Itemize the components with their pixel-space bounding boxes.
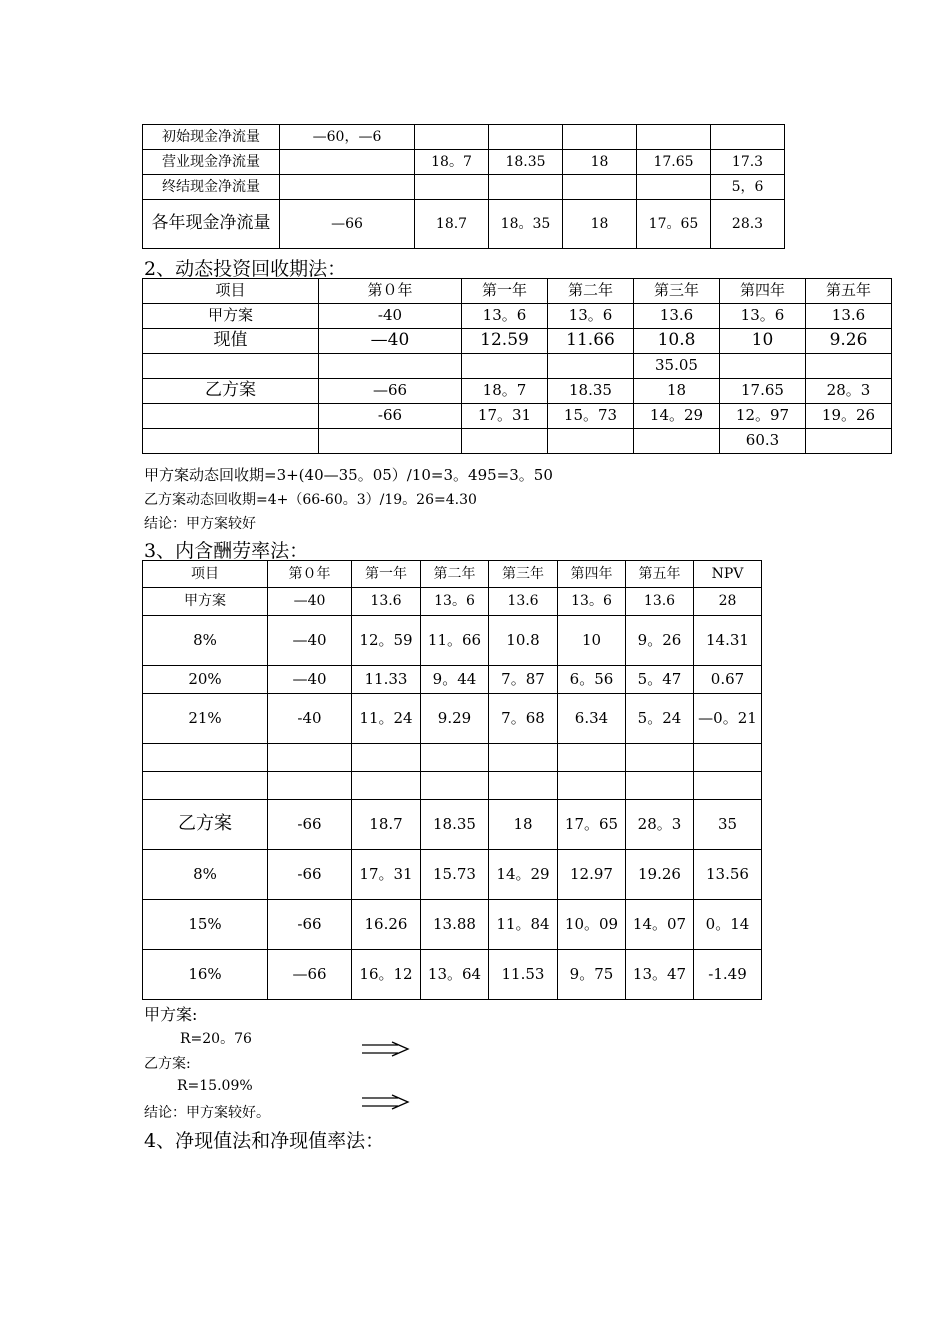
section-heading-npv: 4、净现值法和净现值率法： (144, 1130, 385, 1152)
table-row (143, 616, 762, 666)
column-header: 项目 (143, 279, 319, 304)
column-header: 第一年 (352, 561, 421, 588)
table-cell: 9。26 (626, 616, 694, 666)
table-cell: 11.33 (352, 666, 421, 694)
column-header: 项目 (143, 561, 268, 588)
section-heading-irr: 3、内含酬劳率法： (144, 540, 309, 562)
cash-flow-table (142, 124, 785, 249)
conclusion-text: 结论：甲方案较好。 (144, 1105, 270, 1121)
table-cell: 现值 (143, 329, 319, 354)
column-header: 第二年 (421, 561, 489, 588)
table-cell (462, 354, 548, 379)
table-cell: 甲方案 (143, 588, 268, 616)
table-cell: 13。47 (626, 950, 694, 1000)
table-cell (421, 744, 489, 772)
table-cell: 17.65 (720, 379, 806, 404)
table-row (143, 772, 762, 800)
table-cell: -66 (268, 850, 352, 900)
table-cell (143, 354, 319, 379)
table-row (143, 950, 762, 1000)
plan-a-payback-formula: 甲方案动态回收期=3+(40—35。05）/10=3。495=3。50 (144, 466, 553, 484)
table-cell: —66 (319, 379, 462, 404)
table-cell: 14。07 (626, 900, 694, 950)
table-row (143, 588, 762, 616)
table-cell: 35 (694, 800, 762, 850)
table-cell: 13。6 (421, 588, 489, 616)
table-cell: 16.26 (352, 900, 421, 950)
table-cell (563, 175, 637, 200)
table-cell: —40 (268, 666, 352, 694)
table-cell: -1.49 (694, 950, 762, 1000)
table-cell: —0。21 (694, 694, 762, 744)
table-cell (143, 404, 319, 429)
table-cell (563, 125, 637, 150)
table-cell: 16% (143, 950, 268, 1000)
table-cell: 18。7 (415, 150, 489, 175)
table-cell: 18。7 (462, 379, 548, 404)
table-cell: 5，6 (711, 175, 785, 200)
table-cell: —60，—6 (280, 125, 415, 150)
table-cell: 7。87 (489, 666, 558, 694)
table-row (143, 800, 762, 850)
column-header: 第二年 (548, 279, 634, 304)
column-header: 第五年 (626, 561, 694, 588)
table-cell: 13.6 (634, 304, 720, 329)
table-cell (268, 772, 352, 800)
table-cell: 0.67 (694, 666, 762, 694)
table-row (143, 354, 892, 379)
table-cell: 28。3 (806, 379, 892, 404)
table-cell (143, 772, 268, 800)
table-cell: -66 (268, 900, 352, 950)
table-cell: —40 (268, 588, 352, 616)
table-cell: 60.3 (720, 429, 806, 454)
table-cell: 12。97 (720, 404, 806, 429)
table-cell: 9。75 (558, 950, 626, 1000)
table-cell (711, 125, 785, 150)
table-cell: —40 (268, 616, 352, 666)
table-cell (806, 354, 892, 379)
section-heading-dynamic-payback: 2、动态投资回收期法： (144, 258, 347, 280)
table-cell: 13。64 (421, 950, 489, 1000)
table-cell: 6.34 (558, 694, 626, 744)
conclusion-text: 结论：甲方案较好 (144, 516, 256, 532)
table-cell: 35.05 (634, 354, 720, 379)
table-cell (489, 125, 563, 150)
table-row (143, 125, 785, 150)
table-cell: -66 (268, 800, 352, 850)
table-cell (806, 429, 892, 454)
table-cell: 5。47 (626, 666, 694, 694)
table-cell: 9。44 (421, 666, 489, 694)
table-cell: 19.26 (626, 850, 694, 900)
table-cell (558, 772, 626, 800)
table-cell: 18 (563, 200, 637, 249)
table-cell: 13.6 (626, 588, 694, 616)
table-cell: 0。14 (694, 900, 762, 950)
table-cell: 11.66 (548, 329, 634, 354)
table-cell: 14。29 (489, 850, 558, 900)
double-arrow-icon (362, 1041, 410, 1057)
table-cell: 10.8 (489, 616, 558, 666)
table-cell (280, 175, 415, 200)
table-cell: -66 (319, 404, 462, 429)
table-cell: -40 (319, 304, 462, 329)
table-cell (143, 429, 319, 454)
table-cell: 17。65 (558, 800, 626, 850)
table-cell: 13。6 (548, 304, 634, 329)
table-cell (558, 744, 626, 772)
table-row (143, 744, 762, 772)
table-cell: 12。59 (352, 616, 421, 666)
table-cell: 11.53 (489, 950, 558, 1000)
table-row (143, 150, 785, 175)
table-cell: 16。12 (352, 950, 421, 1000)
table-cell: 10。09 (558, 900, 626, 950)
table-cell: 13。6 (462, 304, 548, 329)
table-cell: 21% (143, 694, 268, 744)
table-cell (415, 175, 489, 200)
table-cell (489, 175, 563, 200)
table-cell (694, 772, 762, 800)
table-cell: 13.6 (489, 588, 558, 616)
table-cell (280, 150, 415, 175)
table-cell: 13.6 (806, 304, 892, 329)
table-cell (268, 744, 352, 772)
table-cell: 18 (563, 150, 637, 175)
table-cell: 17。65 (637, 200, 711, 249)
table-cell: 11。84 (489, 900, 558, 950)
table-cell: —40 (319, 329, 462, 354)
table-cell: 14.31 (694, 616, 762, 666)
column-header: NPV (694, 561, 762, 588)
table-cell: 营业现金净流量 (143, 150, 280, 175)
table-cell: 14。29 (634, 404, 720, 429)
column-header: 第０年 (319, 279, 462, 304)
table-row (143, 175, 785, 200)
table-cell (319, 429, 462, 454)
table-row (143, 379, 892, 404)
table-cell: —66 (268, 950, 352, 1000)
table-cell: 8% (143, 616, 268, 666)
double-arrow-icon (362, 1094, 410, 1110)
table-cell: 10 (720, 329, 806, 354)
column-header: 第一年 (462, 279, 548, 304)
table-cell: 17.65 (637, 150, 711, 175)
table-row (143, 304, 892, 329)
table-row (143, 329, 892, 354)
table-row (143, 694, 762, 744)
table-cell: 9.29 (421, 694, 489, 744)
table-cell: 18.35 (421, 800, 489, 850)
table-cell: 甲方案 (143, 304, 319, 329)
table-cell: 11。66 (421, 616, 489, 666)
table-cell: 15。73 (548, 404, 634, 429)
table-cell: 15% (143, 900, 268, 950)
plan-b-payback-formula: 乙方案动态回收期=4+（66-60。3）/19。26=4.30 (144, 492, 477, 508)
table-cell: 28 (694, 588, 762, 616)
plan-b-irr: R=15.09% (177, 1078, 253, 1094)
table-cell: 7。68 (489, 694, 558, 744)
table-cell: 9.26 (806, 329, 892, 354)
table-row (143, 429, 892, 454)
table-row (143, 666, 762, 694)
column-header: 第三年 (489, 561, 558, 588)
table-cell: 18。35 (489, 200, 563, 249)
plan-b-label: 乙方案: (144, 1056, 191, 1072)
table-cell: 10 (558, 616, 626, 666)
table-cell: 18.7 (352, 800, 421, 850)
table-cell (548, 354, 634, 379)
table-cell (352, 772, 421, 800)
column-header: 第五年 (806, 279, 892, 304)
table-cell (462, 429, 548, 454)
dynamic-payback-table (142, 278, 892, 454)
table-header-row (143, 561, 762, 588)
table-cell: 各年现金净流量 (143, 200, 280, 249)
table-cell: 6。56 (558, 666, 626, 694)
column-header: 第０年 (268, 561, 352, 588)
table-cell (319, 354, 462, 379)
table-cell (489, 744, 558, 772)
table-cell: 初始现金净流量 (143, 125, 280, 150)
table-cell (415, 125, 489, 150)
table-cell: —66 (280, 200, 415, 249)
table-cell (626, 772, 694, 800)
table-cell: 8% (143, 850, 268, 900)
table-cell: 28。3 (626, 800, 694, 850)
column-header: 第四年 (720, 279, 806, 304)
table-cell: 18.35 (548, 379, 634, 404)
table-row (143, 404, 892, 429)
table-cell: 20% (143, 666, 268, 694)
table-cell (720, 354, 806, 379)
table-cell: 13.6 (352, 588, 421, 616)
column-header: 第三年 (634, 279, 720, 304)
table-cell: 12.97 (558, 850, 626, 900)
table-cell: 18.35 (489, 150, 563, 175)
table-header-row (143, 279, 892, 304)
table-cell: 17。31 (352, 850, 421, 900)
table-cell: 13。6 (558, 588, 626, 616)
irr-table (142, 560, 762, 1000)
table-cell: 11。24 (352, 694, 421, 744)
table-row (143, 200, 785, 249)
table-cell (637, 175, 711, 200)
plan-a-label: 甲方案: (144, 1005, 198, 1024)
table-cell: 13.56 (694, 850, 762, 900)
plan-a-irr: R=20。76 (180, 1031, 252, 1047)
table-cell: 乙方案 (143, 800, 268, 850)
table-cell (489, 772, 558, 800)
table-cell: 15.73 (421, 850, 489, 900)
table-cell: 19。26 (806, 404, 892, 429)
table-cell (637, 125, 711, 150)
table-cell: 13。6 (720, 304, 806, 329)
table-cell (143, 744, 268, 772)
table-cell (352, 744, 421, 772)
table-cell (548, 429, 634, 454)
table-row (143, 900, 762, 950)
table-cell: 18.7 (415, 200, 489, 249)
table-cell: 12.59 (462, 329, 548, 354)
table-cell: 28.3 (711, 200, 785, 249)
table-cell: 17.3 (711, 150, 785, 175)
table-cell: 17。31 (462, 404, 548, 429)
table-cell (421, 772, 489, 800)
table-cell: 18 (634, 379, 720, 404)
table-cell: 乙方案 (143, 379, 319, 404)
table-cell: 终结现金净流量 (143, 175, 280, 200)
table-cell: 5。24 (626, 694, 694, 744)
table-cell (634, 429, 720, 454)
table-cell: 10.8 (634, 329, 720, 354)
table-cell: 13.88 (421, 900, 489, 950)
table-cell (694, 744, 762, 772)
table-cell: -40 (268, 694, 352, 744)
column-header: 第四年 (558, 561, 626, 588)
table-cell (626, 744, 694, 772)
table-row (143, 850, 762, 900)
table-cell: 18 (489, 800, 558, 850)
